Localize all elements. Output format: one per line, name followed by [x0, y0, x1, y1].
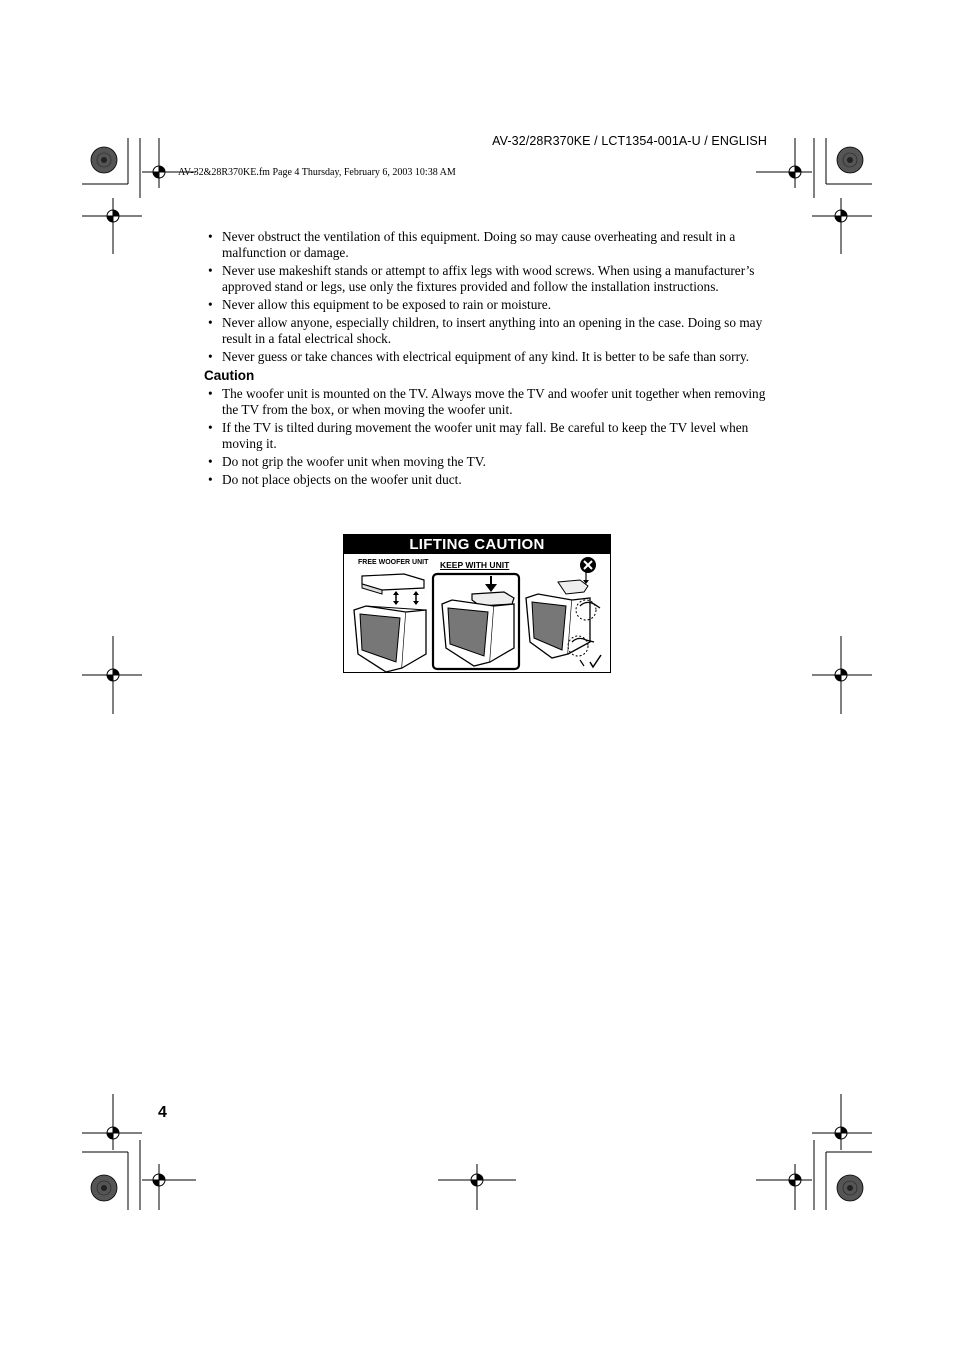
- list-item: • If the TV is tilted during movement the woofer unit may fall. Be careful to keep the TV level when moving it.: [204, 420, 768, 452]
- tv-gripping-woofer-icon: [526, 572, 601, 667]
- caution-heading: Caution: [204, 368, 255, 383]
- list-item: • The woofer unit is mounted on the TV. Always move the TV and woofer unit together when removing the TV from the box, or when moving the woofer unit.: [204, 386, 768, 418]
- list-item: • Never use makeshift stands or attempt to affix legs with wood screws. When using a manufacturer’s approved stand or legs, use only the fixtures provided and follow the installation instructions.: [204, 263, 768, 295]
- tv-with-free-woofer-icon: [354, 574, 426, 672]
- tv-keep-with-unit-icon: [442, 576, 514, 666]
- file-info: AV-32&28R370KE.fm Page 4 Thursday, February 6, 2003 10:38 AM: [178, 167, 456, 178]
- list-item: • Do not grip the woofer unit when moving the TV.: [204, 454, 768, 470]
- list-item: • Never obstruct the ventilation of this equipment. Doing so may cause overheating and result in a malfunction or damage.: [204, 229, 768, 261]
- figure-title: LIFTING CAUTION: [344, 535, 610, 554]
- list-item: • Never allow this equipment to be exposed to rain or moisture.: [204, 297, 768, 313]
- main-content: [204, 229, 768, 490]
- model-header: AV-32/28R370KE / LCT1354-001A-U / ENGLISH: [492, 134, 767, 148]
- page-number: 4: [158, 1104, 167, 1121]
- list-item: • Never allow anyone, especially children, to insert anything into an opening in the case. Doing so may result in a fatal electrical shock.: [204, 315, 768, 347]
- list-item: • Never guess or take chances with electrical equipment of any kind. It is better to be safe than sorry.: [204, 349, 768, 365]
- prohibited-icon: [580, 557, 596, 573]
- caution-list: [204, 386, 768, 488]
- free-woofer-label: FREE WOOFER UNIT: [358, 559, 429, 566]
- figure-illustration: [344, 554, 610, 672]
- keep-with-unit-label: KEEP WITH UNIT: [440, 560, 510, 570]
- list-item: • Do not place objects on the woofer unit duct.: [204, 472, 768, 488]
- lifting-caution-figure: [343, 534, 611, 673]
- warning-list: [204, 229, 768, 365]
